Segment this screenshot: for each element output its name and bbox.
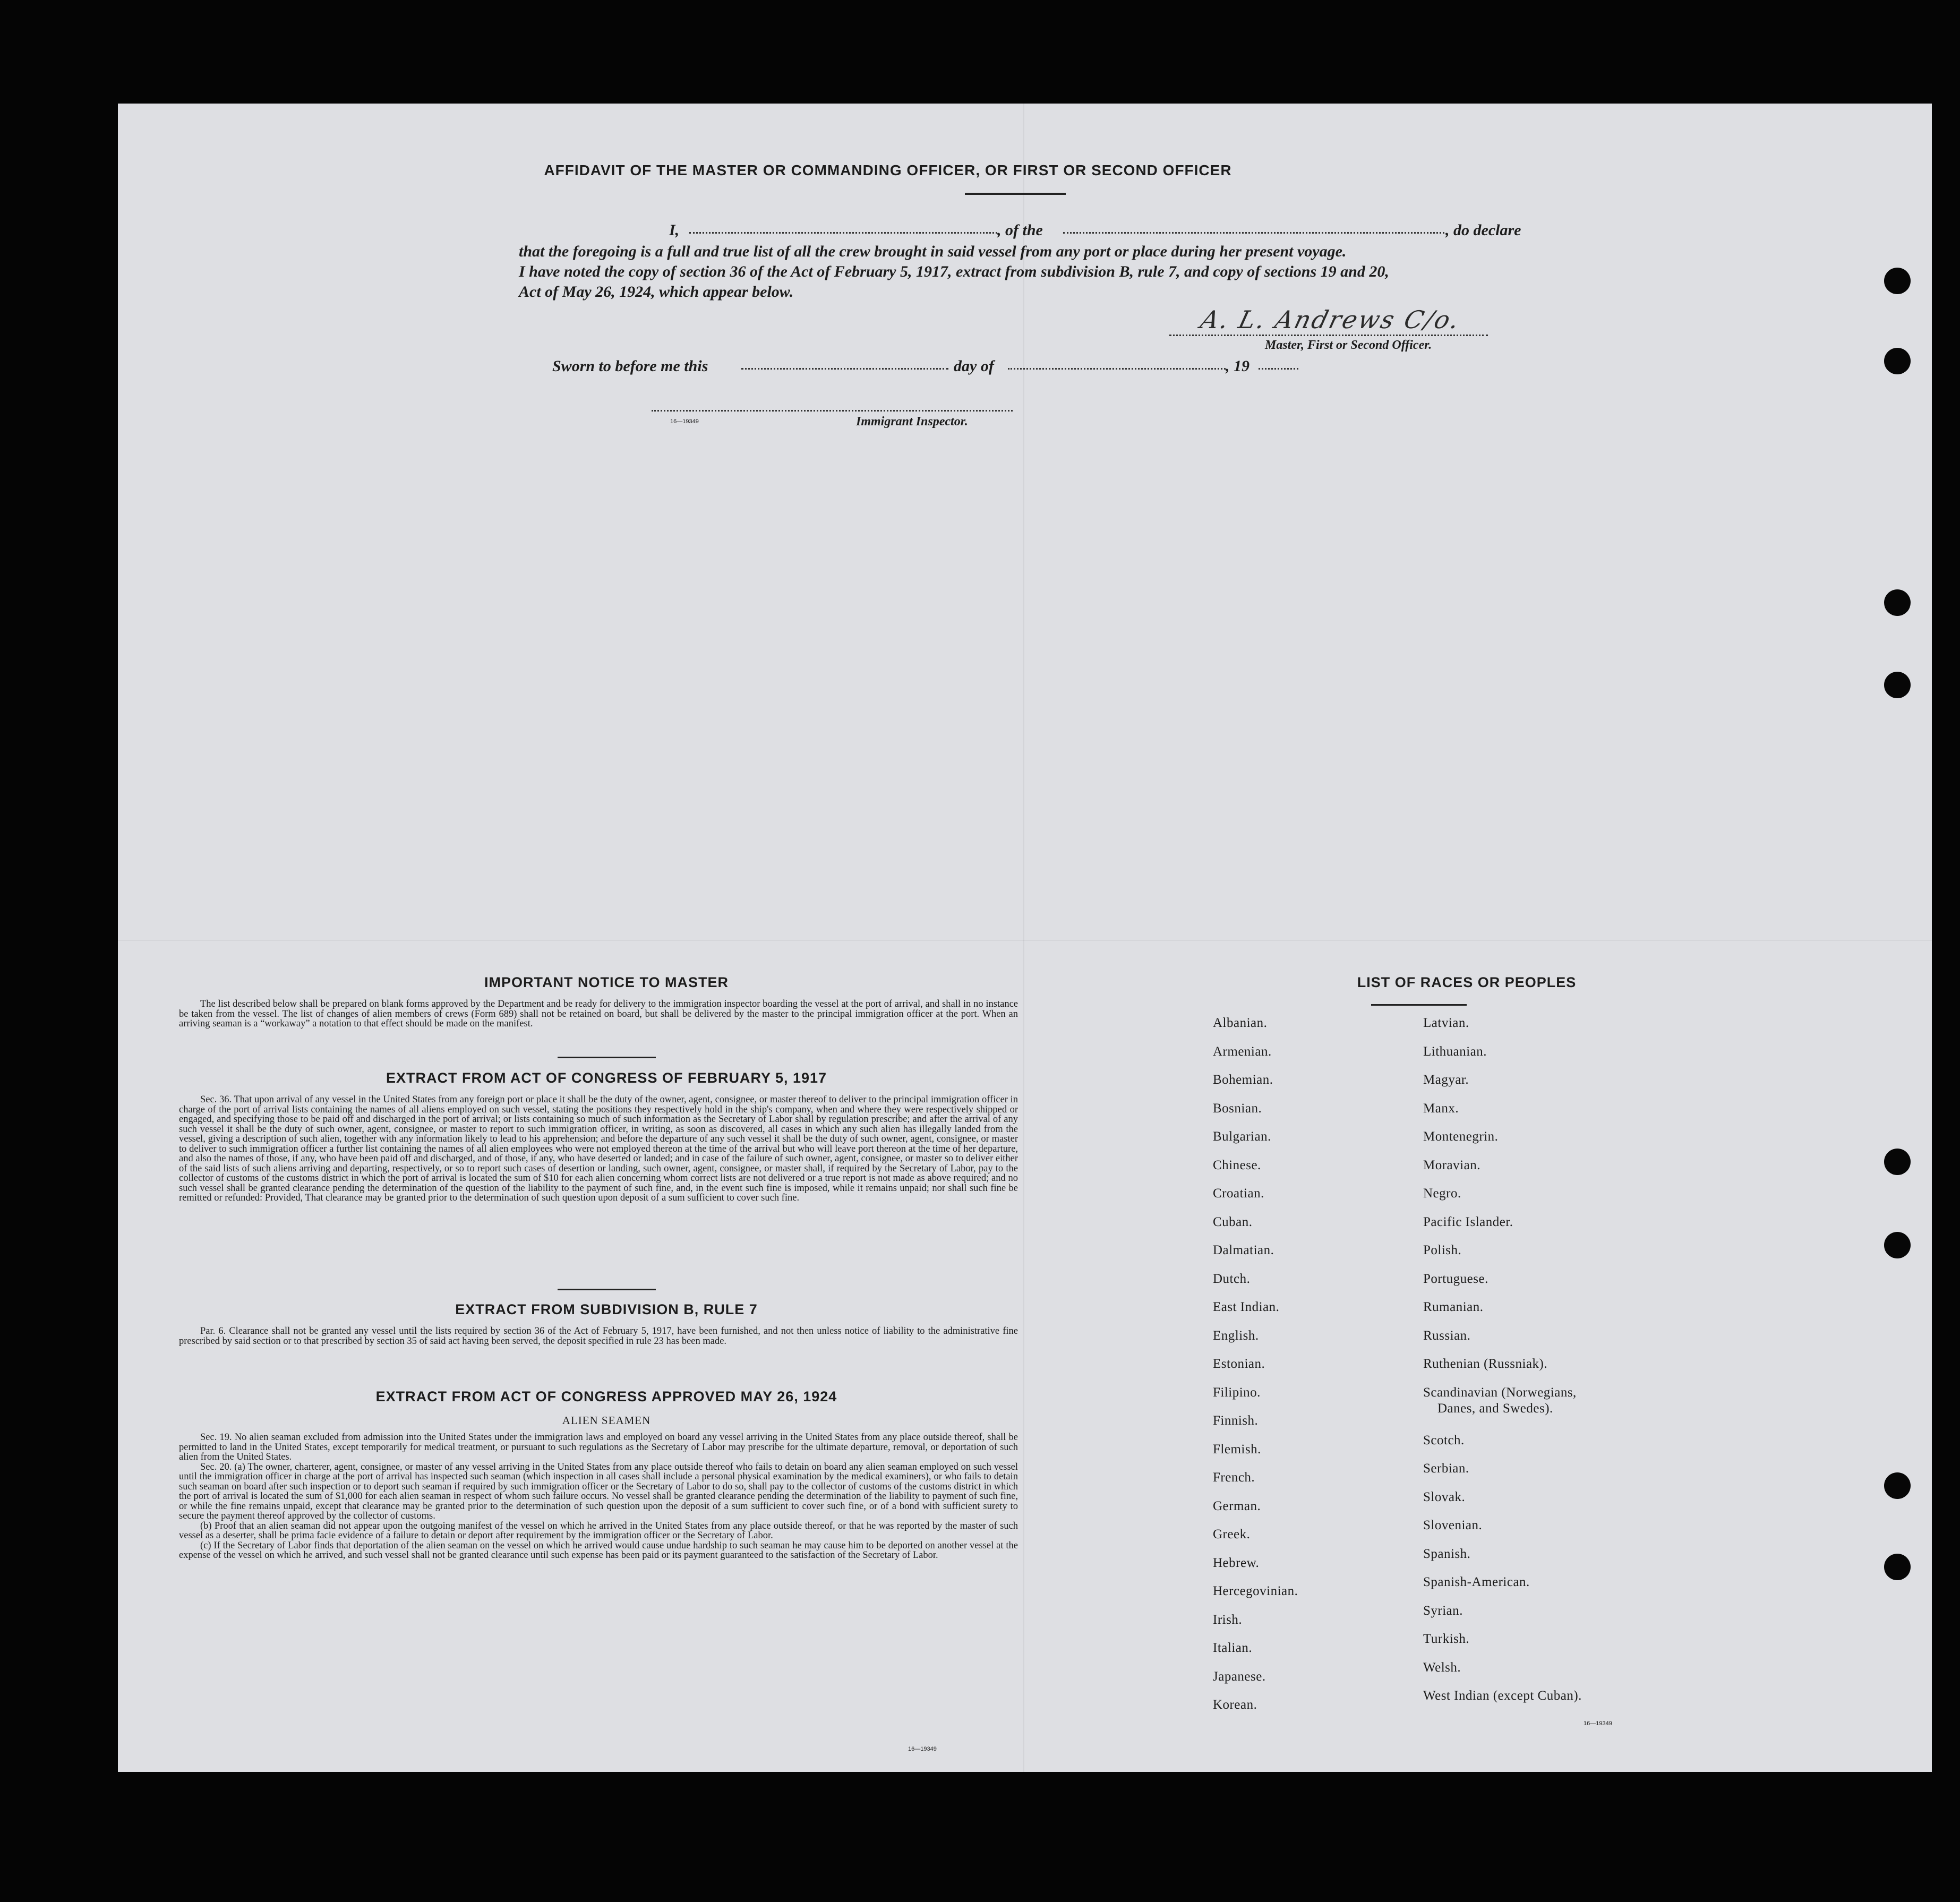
race-item: Chinese. [1213,1158,1261,1172]
extract-1924-title: EXTRACT FROM ACT OF CONGRESS APPROVED MAY 26, 1924 [375,1389,837,1404]
race-item: German. [1213,1498,1261,1513]
binder-hole [1884,1472,1911,1499]
affidavit-i: I, [669,221,680,239]
race-item: Ruthenian (Russniak). [1423,1357,1548,1371]
sworn-label: Sworn to before me this [552,357,708,375]
race-item: Montenegrin. [1423,1129,1499,1144]
race-item: Armenian. [1213,1044,1272,1059]
sworn-month-blank[interactable] [1008,368,1226,370]
race-item: Cuban. [1213,1214,1253,1229]
affidavit-line-4: Act of May 26, 1924, which appear below. [519,283,794,301]
signature-line [1169,335,1488,336]
fold-line-horizontal [118,940,1932,941]
race-item: Dutch. [1213,1271,1251,1286]
race-item: Magyar. [1423,1073,1469,1087]
sec-20c-paragraph: (c) If the Secretary of Labor finds that deportation of the alien seaman on the vessel on which he arrived would cause undue hardship to such seaman he may cause him to be deported on another vessel at the expense of the vessel on which he arrived, and such vessel shall not be granted clearance until such expense has been paid or its payment guaranteed to the satisfaction of the Secretary of Labor. [179,1540,1018,1561]
sec-19-paragraph: Sec. 19. No alien seaman excluded from admission into the United States under the immigration laws and employed on board any vessel arriving in the United States from any place outside thereof, shall be permitted to land in the United States, except temporarily for medical treatment, or pursuant to such regulations as the Secretary of Labor may prescribe for the ultimate departure, removal, or deportation of such alien from the United States. [179,1432,1018,1462]
race-item: Scotch. [1423,1433,1465,1447]
race-item: Portuguese. [1423,1271,1488,1286]
race-item: Estonian. [1213,1357,1265,1371]
race-item: English. [1213,1328,1259,1343]
race-item: Bosnian. [1213,1101,1262,1116]
race-item: Turkish. [1423,1632,1470,1646]
signature-caption: Master, First or Second Officer. [1265,338,1432,352]
signature-text: A. L. Andrews C/o. [1197,305,1464,334]
race-item: Latvian. [1423,1016,1469,1030]
affidavit-line-2: that the foregoing is a full and true list of all the crew brought in said vessel from any port or place during her present voyage. [519,243,1347,260]
race-item: Albanian. [1213,1016,1268,1030]
name-blank[interactable] [689,232,997,234]
race-item: Spanish-American. [1423,1575,1530,1589]
race-item: Bulgarian. [1213,1129,1271,1144]
binder-hole [1884,1149,1911,1175]
alien-seamen-subtitle: ALIEN SEAMEN [562,1414,651,1427]
day-of-label: day of [954,357,994,375]
races-rule [1371,1004,1467,1006]
sec-20a-paragraph: Sec. 20. (a) The owner, charterer, agent, consignee, or master of any vessel arriving in the United States from any place outside thereof who fails to detain on board any alien seaman employed on such vessel until the immigration officer in charge at the port of arrival has inspected such seaman (which inspection in all cases shall include a personal physical examination by the medical examiners), or who fails to detain such seaman on board after such inspection or to deport such seaman if required by such immigration officer or the Secretary of Labor to do so, shall pay to the collector of customs of the customs district in which the port of arrival is located the sum of $1,000 for each alien seaman in respect of whom such failure occurs. No vessel shall be granted clearance pending the determination of the liability to payment of such fine, or while the fine remains unpaid, except that clearance may be granted prior to the determination of such question upon the deposit of a sum sufficient to cover such fine, or of a bond with sufficient surety to secure the payment thereof approved by the collector of customs. [179,1461,1018,1521]
race-item: Finnish. [1213,1413,1259,1428]
fold-line-vertical [1023,104,1024,1772]
race-item: Danes, and Swedes). [1437,1401,1553,1416]
extract-1917-title: EXTRACT FROM ACT OF CONGRESS OF FEBRUARY 5, 1917 [386,1070,827,1086]
race-item: Spanish. [1423,1546,1471,1561]
race-item: East Indian. [1213,1300,1280,1314]
notice-rule [558,1057,656,1058]
signature [1197,305,1463,334]
binder-hole [1884,268,1911,294]
sworn-day-blank[interactable] [741,368,948,370]
race-item: Negro. [1423,1186,1461,1201]
affidavit-line-3: I have noted the copy of section 36 of the Act of February 5, 1917, extract from subdivision B, rule 7, and copy of sections 19 and 20, [519,263,1389,280]
race-item: Croatian. [1213,1186,1264,1201]
race-item: Bohemian. [1213,1073,1273,1087]
year-blank[interactable] [1259,368,1298,370]
race-item: Slovak. [1423,1489,1466,1504]
race-item: Flemish. [1213,1442,1261,1457]
race-item: Filipino. [1213,1385,1261,1400]
race-item: Welsh. [1423,1660,1461,1675]
race-item: Scandinavian (Norwegians, [1423,1385,1577,1400]
extract-1917-text [179,1095,1018,1203]
affidavit-of-the: , of the [997,221,1043,239]
form-number-top: 16—19349 [670,418,699,425]
race-item: Hebrew. [1213,1555,1260,1570]
race-item: Moravian. [1423,1158,1480,1172]
affidavit-title: AFFIDAVIT OF THE MASTER OR COMMANDING OFFICER, OR FIRST OR SECOND OFFICER [544,162,1232,178]
race-item: Irish. [1213,1612,1243,1627]
par-6-paragraph: Par. 6. Clearance shall not be granted any vessel until the lists required by section 36 of the Act of February 5, 1917, have been furnished, and not then unless notice of liability to the administrative fine prescribed by said section or to that prescribed by section 35 of said act having been served, the deposit specified in rule 23 has been made. [179,1326,1018,1347]
race-item: West Indian (except Cuban). [1423,1689,1582,1703]
race-item: Syrian. [1423,1603,1463,1618]
races-title: LIST OF RACES OR PEOPLES [1357,974,1577,990]
race-item: Greek. [1213,1527,1251,1541]
race-item: Korean. [1213,1698,1257,1712]
inspector-signature-line [652,410,1013,412]
extract-1924-text [179,1433,1018,1561]
extract-1917-rule [558,1289,656,1290]
form-page [118,104,1932,1772]
race-item: Polish. [1423,1243,1462,1257]
title-rule [965,193,1066,195]
binder-hole [1884,348,1911,374]
rule-7-text [179,1326,1018,1346]
race-item: French. [1213,1470,1255,1485]
race-item: Japanese. [1213,1669,1266,1684]
form-number-right: 16—19349 [1584,1720,1612,1727]
rule-7-title: EXTRACT FROM SUBDIVISION B, RULE 7 [455,1301,758,1317]
race-item: Manx. [1423,1101,1459,1116]
sec-20b-paragraph: (b) Proof that an alien seaman did not appear upon the outgoing manifest of the vessel on which he arrived in the United States from any place outside thereof, or that he was reported by the master of such vessel as a deserter, shall be prima facie evidence of a failure to detain or deport after requirement by the immigration officer or the Secretary of Labor. [179,1520,1018,1541]
notice-paragraph: The list described below shall be prepared on blank forms approved by the Department and be ready for delivery to the immigration inspector boarding the vessel at the port of arrival, and shall in no instance be taken from the vessel. The list of changes of alien members of crews (Form 689) shall not be retained on board, but shall be delivered by the master to the principal immigration officer at the port. When an arriving seaman is a “workaway” a notation to that effect should be made on the manifest. [179,999,1018,1029]
binder-hole [1884,589,1911,616]
vessel-blank[interactable] [1063,232,1444,234]
form-number-left: 16—19349 [908,1746,937,1752]
affidavit-declare: , do declare [1445,221,1521,239]
race-item: Slovenian. [1423,1518,1483,1532]
race-item: Italian. [1213,1641,1253,1655]
race-item: Serbian. [1423,1461,1469,1476]
race-item: Hercegovinian. [1213,1584,1298,1598]
sec-36-paragraph: Sec. 36. That upon arrival of any vessel in the United States from any foreign port or place it shall be the duty of the owner, agent, consignee, or master thereof to deliver to the principal immigration officer in charge of the port of arrival lists containing the names of all aliens employed on such vessel, stating the positions they respectively hold in the ship's company, when and where they were respectively shipped or engaged, and specifying those to be paid off and discharged in the port of arrival; or lists containing so much of such information as the Secretary of Labor shall by regulation prescribe; and after the arrival of any such vessel it shall be the duty of such owner, agent, consignee, or master to report to such immigration officer, in writing, as soon as discovered, all cases in which any such alien has illegally landed from the vessel, giving a description of such alien, together with any information likely to lead to his apprehension; and before the departure of any such vessel it shall be the duty of such owner, agent, consignee, or master to deliver to such immigration officer a further list containing the names of all alien employees who were not employed thereon at the time of the arrival but who will leave port thereon at the time of her departure, and also the names of those, if any, who have been paid off and discharged, and of those, if any, who have deserted or landed; and in case of the failure of such owner, agent, consignee, or master so to deliver either of the said lists of such aliens arriving and departing, respectively, or so to report such cases of desertion or landing, such owner, agent, consignee, or master shall, if required by the Secretary of Labor, pay to the collector of customs of the customs district in which the port of arrival is located the sum of $10 for each alien concerning whom correct lists are not delivered or a true report is not made as above required; and no such vessel shall be granted clearance pending the determination of the question of the liability to the payment of such fine, and, in the event such fine is imposed, while it remains unpaid; nor shall such fine be remitted or refunded: Provided, That clearance may be granted prior to the determination of such question upon deposit of a sum sufficient to cover such fine. [179,1094,1018,1203]
binder-hole [1884,672,1911,698]
race-item: Russian. [1423,1328,1471,1343]
binder-hole [1884,1554,1911,1580]
race-item: Lithuanian. [1423,1044,1487,1059]
race-item: Pacific Islander. [1423,1214,1513,1229]
binder-hole [1884,1232,1911,1258]
inspector-caption: Immigrant Inspector. [856,415,968,429]
race-item: Dalmatian. [1213,1243,1274,1257]
race-item: Rumanian. [1423,1300,1484,1314]
notice-text [179,999,1018,1029]
notice-title: IMPORTANT NOTICE TO MASTER [484,974,729,990]
year-prefix: , 19 [1226,357,1249,375]
